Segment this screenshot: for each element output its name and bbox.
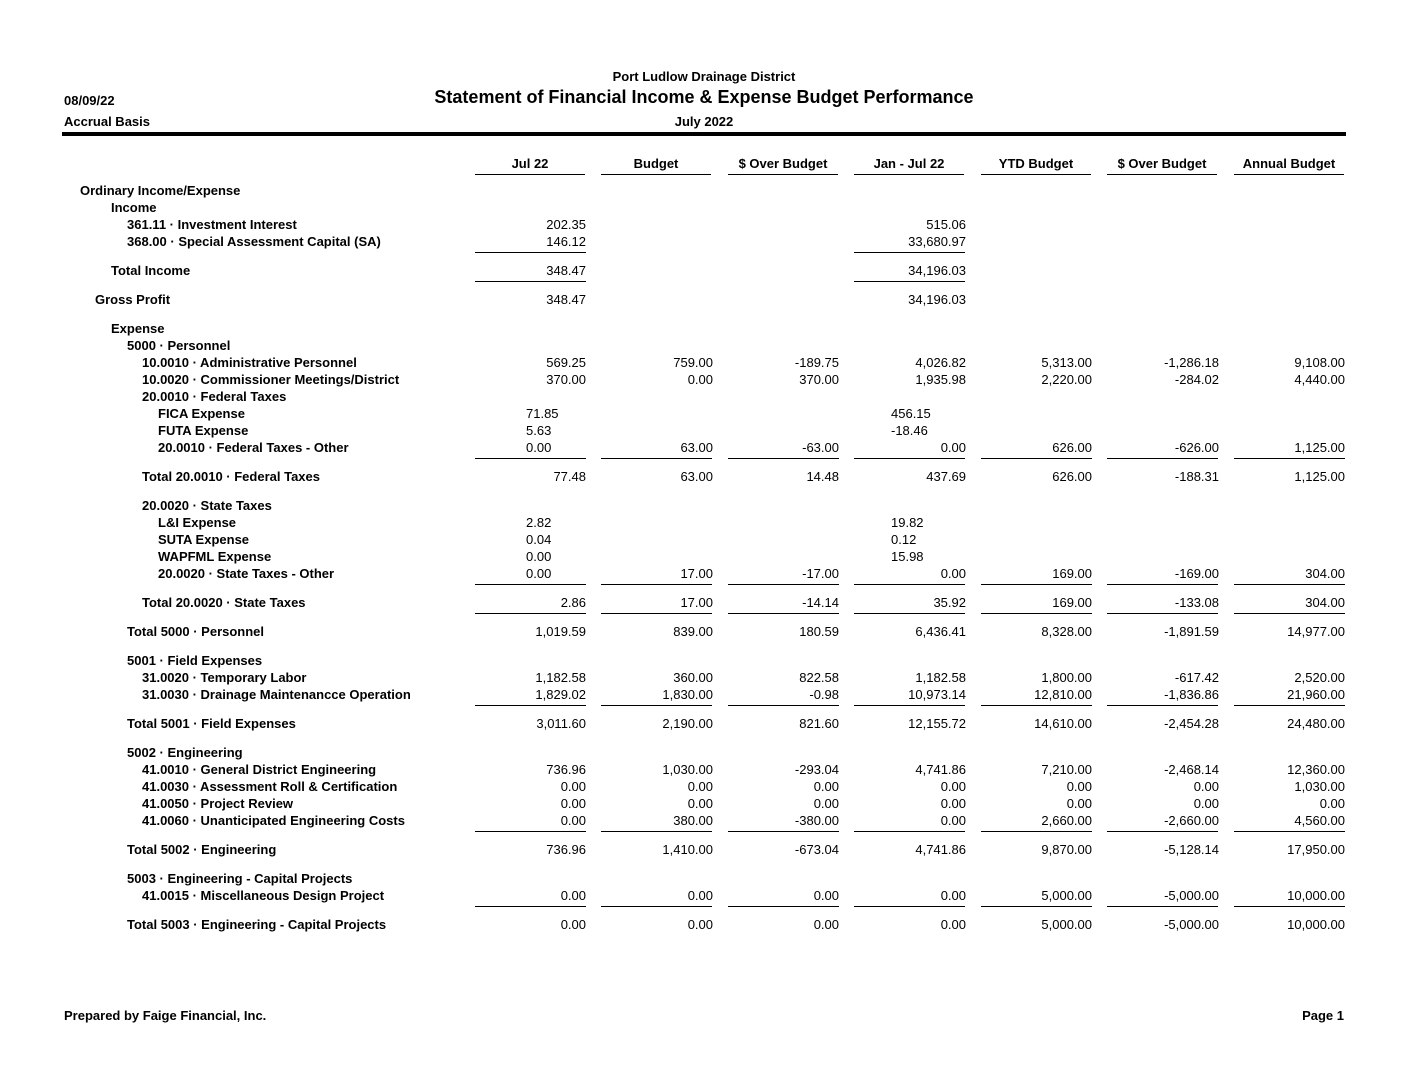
section-header-row [0,337,1408,354]
cell-value: 12,810.00 [1034,687,1092,702]
row-label: Gross Profit [95,292,171,307]
cell-value: -1,836.86 [1164,687,1219,702]
subtotal-rule [981,906,1092,907]
cell-value: -1,286.18 [1164,355,1219,370]
cell-value: 0.00 [560,813,586,828]
cell-value: 626.00 [1052,440,1092,455]
cell-value: 146.12 [546,234,586,249]
cell-value: 437.69 [926,469,966,484]
cell-value: 0.00 [813,917,839,932]
row-label: 368.00 · Special Assessment Capital (SA) [127,234,381,249]
cell-value: -133.08 [1174,595,1219,610]
subtotal-rule [728,906,839,907]
cell-value: -5,128.14 [1164,842,1219,857]
cell-value: 0.00 [940,796,966,811]
cell-value: 0.00 [687,888,713,903]
cell-value: -188.31 [1174,469,1219,484]
cell-value: -380.00 [794,813,839,828]
section-header-row [0,652,1408,669]
report-period: July 2022 [674,114,734,129]
cell-value: -17.00 [802,566,839,581]
cell-value: -63.00 [802,440,839,455]
cell-value: 7,210.00 [1041,762,1092,777]
cell-value: 5.63 [526,423,552,438]
cell-value: 169.00 [1052,595,1092,610]
cell-value: 202.35 [546,217,586,232]
cell-value: 0.00 [940,813,966,828]
row-label: 5000 · Personnel [127,338,231,353]
cell-value: -2,454.28 [1164,716,1219,731]
subtotal-rule [475,613,586,614]
cell-value: 348.47 [546,263,586,278]
cell-value: 569.25 [546,355,586,370]
section-header-row [0,320,1408,337]
subtotal-rule [854,584,965,585]
table-row [0,841,1408,858]
cell-value: 17.00 [680,566,713,581]
table-row [0,422,1408,439]
table-row [0,715,1408,732]
cell-value: 63.00 [680,440,713,455]
subtotal-rule [728,458,839,459]
subtotal-rule [981,705,1092,706]
row-label: Total Income [111,263,191,278]
cell-value: -673.04 [794,842,839,857]
subtotal-rule [1234,584,1345,585]
row-label: 41.0010 · General District Engineering [142,762,377,777]
cell-value: 0.00 [526,440,552,455]
subtotal-rule [475,906,586,907]
report-title: Statement of Financial Income & Expense Budget Performance [434,87,974,107]
cell-value: 370.00 [546,372,586,387]
cell-value: 21,960.00 [1287,687,1345,702]
cell-value: 304.00 [1305,566,1345,581]
cell-value: 0.00 [940,440,966,455]
cell-value: 1,125.00 [1294,440,1345,455]
subtotal-rule [475,584,586,585]
accounting-basis: Accrual Basis [64,114,150,129]
cell-value: 1,182.58 [915,670,966,685]
cell-value: 360.00 [673,670,713,685]
table-row [0,514,1408,531]
row-label: Ordinary Income/Expense [80,183,241,198]
cell-value: 17.00 [680,595,713,610]
cell-value: 1,829.02 [535,687,586,702]
table-row [0,686,1408,703]
cell-value: 24,480.00 [1287,716,1345,731]
cell-value: 370.00 [799,372,839,387]
row-label: 20.0020 · State Taxes [142,498,272,513]
row-label: Total 5000 · Personnel [127,624,265,639]
row-label: 20.0010 · Federal Taxes [142,389,287,404]
subtotal-rule [1107,458,1218,459]
cell-value: -1,891.59 [1164,624,1219,639]
cell-value: 821.60 [799,716,839,731]
cell-value: 2,660.00 [1041,813,1092,828]
prepared-by: Prepared by Faige Financial, Inc. [64,1008,267,1023]
subtotal-rule [981,584,1092,585]
cell-value: 1,935.98 [915,372,966,387]
table-row [0,812,1408,829]
cell-value: 4,440.00 [1294,372,1345,387]
cell-value: 9,870.00 [1041,842,1092,857]
cell-value: -2,468.14 [1164,762,1219,777]
row-label: 31.0030 · Drainage Maintenancce Operation [142,687,411,702]
cell-value: 0.00 [1193,796,1219,811]
subtotal-rule [1107,831,1218,832]
subtotal-rule [854,613,965,614]
table-row [0,468,1408,485]
cell-value: 0.00 [1193,779,1219,794]
cell-value: 0.00 [1319,796,1345,811]
row-label: 361.11 · Investment Interest [127,217,297,232]
cell-value: 0.00 [560,779,586,794]
cell-value: -293.04 [794,762,839,777]
cell-value: 5,000.00 [1041,917,1092,932]
section-header-row [0,388,1408,405]
cell-value: 63.00 [680,469,713,484]
cell-value: 10,000.00 [1287,888,1345,903]
cell-value: 515.06 [926,217,966,232]
cell-value: 3,011.60 [536,716,586,731]
cell-value: -617.42 [1174,670,1219,685]
subtotal-rule [475,281,586,282]
subtotal-rule [601,584,712,585]
table-row [0,548,1408,565]
subtotal-rule [728,831,839,832]
row-label: 41.0015 · Miscellaneous Design Project [142,888,385,903]
cell-value: 0.00 [560,917,586,932]
column-header-annual-budget: Annual Budget [1234,156,1344,175]
cell-value: 0.00 [526,566,552,581]
subtotal-rule [475,705,586,706]
table-row [0,405,1408,422]
cell-value: 0.00 [940,779,966,794]
row-label: FUTA Expense [158,423,249,438]
subtotal-rule [1234,705,1345,706]
subtotal-rule [1234,458,1345,459]
subtotal-rule [1107,705,1218,706]
cell-value: 4,560.00 [1294,813,1345,828]
cell-value: 5,313.00 [1041,355,1092,370]
table-row [0,565,1408,582]
subtotal-rule [1234,613,1345,614]
cell-value: 15.98 [891,549,924,564]
cell-value: 0.04 [526,532,552,547]
cell-value: 626.00 [1052,469,1092,484]
subtotal-rule [475,252,586,253]
cell-value: 33,680.97 [908,234,966,249]
table-row [0,291,1408,308]
cell-value: 0.00 [940,917,966,932]
cell-value: 35.92 [933,595,966,610]
cell-value: 5,000.00 [1041,888,1092,903]
cell-value: 2,220.00 [1041,372,1092,387]
table-row [0,371,1408,388]
cell-value: 169.00 [1052,566,1092,581]
section-header-row [0,497,1408,514]
table-row [0,216,1408,233]
cell-value: 1,125.00 [1294,469,1345,484]
cell-value: -5,000.00 [1164,917,1219,932]
subtotal-rule [601,906,712,907]
cell-value: -626.00 [1174,440,1219,455]
cell-value: -169.00 [1174,566,1219,581]
cell-value: 2.86 [560,595,586,610]
column-header-jul-22: Jul 22 [475,156,585,175]
subtotal-rule [601,705,712,706]
cell-value: 12,155.72 [908,716,966,731]
cell-value: 34,196.03 [908,292,966,307]
subtotal-rule [981,458,1092,459]
table-row [0,439,1408,456]
cell-value: 34,196.03 [908,263,966,278]
cell-value: 0.00 [940,566,966,581]
subtotal-rule [601,613,712,614]
section-header-row [0,870,1408,887]
cell-value: 71.85 [526,406,559,421]
cell-value: 2,520.00 [1294,670,1345,685]
cell-value: 10,973.14 [908,687,966,702]
subtotal-rule [728,705,839,706]
table-row [0,233,1408,250]
cell-value: 0.00 [1066,796,1092,811]
table-row [0,354,1408,371]
cell-value: 1,030.00 [662,762,713,777]
subtotal-rule [981,831,1092,832]
table-row [0,795,1408,812]
row-label: 5003 · Engineering - Capital Projects [127,871,353,886]
cell-value: 0.00 [526,549,552,564]
cell-value: 10,000.00 [1287,917,1345,932]
report-date: 08/09/22 [64,93,115,108]
table-row [0,262,1408,279]
subtotal-rule [728,613,839,614]
row-label: 10.0020 · Commissioner Meetings/District [142,372,400,387]
subtotal-rule [601,831,712,832]
cell-value: 19.82 [891,515,924,530]
cell-value: -18.46 [891,423,928,438]
subtotal-rule [981,613,1092,614]
cell-value: 1,030.00 [1294,779,1345,794]
table-row [0,594,1408,611]
subtotal-rule [1107,613,1218,614]
cell-value: 348.47 [546,292,586,307]
cell-value: -5,000.00 [1164,888,1219,903]
row-label: Total 20.0010 · Federal Taxes [142,469,320,484]
cell-value: 0.00 [813,779,839,794]
row-label: 5002 · Engineering [127,745,243,760]
table-row [0,669,1408,686]
cell-value: 380.00 [673,813,713,828]
cell-value: 2.82 [526,515,552,530]
cell-value: 14,610.00 [1034,716,1092,731]
page-number: Page 1 [1302,1008,1344,1023]
subtotal-rule [1234,906,1345,907]
column-header-ytd-over-budget: $ Over Budget [1107,156,1217,175]
company-name: Port Ludlow Drainage District [612,69,796,84]
row-label: L&I Expense [158,515,237,530]
subtotal-rule [475,458,586,459]
column-header-jan-jul-22: Jan - Jul 22 [854,156,964,175]
subtotal-rule [475,831,586,832]
cell-value: 0.00 [813,888,839,903]
section-header-row [0,199,1408,216]
subtotal-rule [854,252,965,253]
cell-value: 180.59 [799,624,839,639]
cell-value: 4,741.86 [915,842,966,857]
cell-value: 0.00 [940,888,966,903]
cell-value: -284.02 [1174,372,1219,387]
cell-value: 1,830.00 [662,687,713,702]
row-label: 20.0020 · State Taxes - Other [158,566,335,581]
cell-value: 1,019.59 [535,624,586,639]
subtotal-rule [854,458,965,459]
cell-value: 1,800.00 [1041,670,1092,685]
cell-value: 0.00 [1066,779,1092,794]
row-label: Total 5001 · Field Expenses [127,716,296,731]
table-row [0,887,1408,904]
row-label: Expense [111,321,165,336]
subtotal-rule [1107,584,1218,585]
subtotal-rule [854,906,965,907]
cell-value: -2,660.00 [1164,813,1219,828]
cell-value: 14,977.00 [1287,624,1345,639]
row-label: Total 5002 · Engineering [127,842,277,857]
column-header-ytd-budget: YTD Budget [981,156,1091,175]
row-label: 5001 · Field Expenses [127,653,263,668]
row-label: Total 5003 · Engineering - Capital Projects [127,917,387,932]
row-label: 31.0020 · Temporary Labor [142,670,307,685]
cell-value: 6,436.41 [915,624,966,639]
row-label: WAPFML Expense [158,549,272,564]
cell-value: 0.00 [560,888,586,903]
cell-value: 9,108.00 [1294,355,1345,370]
cell-value: 14.48 [806,469,839,484]
row-label: 41.0050 · Project Review [142,796,294,811]
cell-value: 8,328.00 [1041,624,1092,639]
cell-value: 456.15 [891,406,931,421]
cell-value: 0.00 [813,796,839,811]
section-header-row [0,744,1408,761]
subtotal-rule [1234,831,1345,832]
table-row [0,531,1408,548]
section-header-row [0,182,1408,199]
cell-value: 759.00 [673,355,713,370]
cell-value: 0.00 [687,796,713,811]
cell-value: 0.00 [687,917,713,932]
cell-value: 17,950.00 [1287,842,1345,857]
row-label: 41.0030 · Assessment Roll & Certification [142,779,398,794]
cell-value: 822.58 [799,670,839,685]
cell-value: 0.00 [687,779,713,794]
row-label: FICA Expense [158,406,245,421]
cell-value: -0.98 [809,687,839,702]
subtotal-rule [728,584,839,585]
cell-value: -14.14 [802,595,839,610]
cell-value: 4,741.86 [915,762,966,777]
cell-value: 2,190.00 [662,716,713,731]
column-header-budget: Budget [601,156,711,175]
cell-value: 839.00 [673,624,713,639]
row-label: Income [111,200,157,215]
cell-value: -189.75 [794,355,839,370]
table-row [0,761,1408,778]
cell-value: 4,026.82 [915,355,966,370]
cell-value: 1,182.58 [535,670,586,685]
row-label: 10.0010 · Administrative Personnel [142,355,357,370]
table-row [0,623,1408,640]
subtotal-rule [854,281,965,282]
row-label: 41.0060 · Unanticipated Engineering Costs [142,813,405,828]
cell-value: 77.48 [553,469,586,484]
cell-value: 736.96 [546,842,586,857]
row-label: Total 20.0020 · State Taxes [142,595,306,610]
column-header-over-budget: $ Over Budget [728,156,838,175]
row-label: 20.0010 · Federal Taxes - Other [158,440,349,455]
row-label: SUTA Expense [158,532,250,547]
cell-value: 0.00 [560,796,586,811]
table-row [0,916,1408,933]
cell-value: 736.96 [546,762,586,777]
subtotal-rule [601,458,712,459]
cell-value: 1,410.00 [662,842,713,857]
cell-value: 0.12 [891,532,917,547]
subtotal-rule [854,705,965,706]
cell-value: 304.00 [1305,595,1345,610]
cell-value: 0.00 [687,372,713,387]
cell-value: 12,360.00 [1287,762,1345,777]
subtotal-rule [1107,906,1218,907]
subtotal-rule [854,831,965,832]
table-row [0,778,1408,795]
